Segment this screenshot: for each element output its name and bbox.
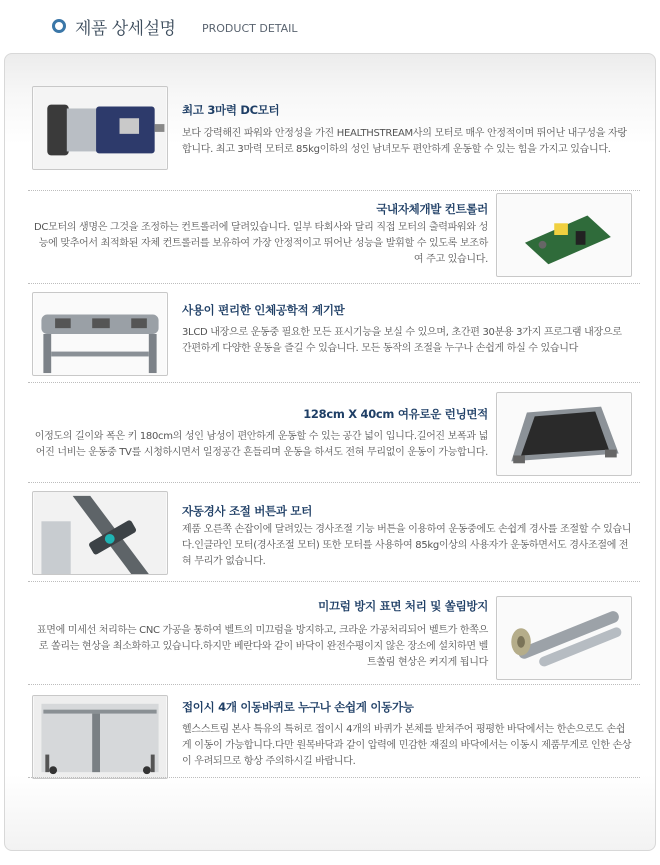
roller-photo xyxy=(496,596,632,680)
section-title: 128cm X 40cm 여유로운 런닝면적 xyxy=(303,407,488,421)
console-panel-photo xyxy=(32,292,168,376)
page-header xyxy=(0,0,660,56)
section-body: 이정도의 길이와 폭은 키 180cm의 성인 남성이 편안하게 운동할 수 있는 공간 넓이 입니다.길어진 보폭과 넓어진 너비는 운동중 TV를 시청하시면서 일정공간 흔들리며 운동을 하셔도 전혀 무리없이 운동이 가능합니다. xyxy=(34,431,488,458)
section-divider xyxy=(28,684,640,685)
dc-motor-photo xyxy=(32,86,168,170)
section-body: DC모터의 생명은 그것을 조정하는 컨트롤러에 달려있습니다. 일부 타회사와 달리 직접 모터의 출력파워와 성능에 맞추어서 최적화된 자체 컨트롤러를 보유하여 가장 안정적이고 뛰어난 성능을 발휘할 수 있도록 보조하여 주고 있습니다. xyxy=(34,222,488,265)
section-body: 보다 강력해진 파워와 안정성을 가진 HEALTHSTREAM사의 모터로 매우 안정적이며 뛰어난 내구성을 자랑합니다. 최고 3마력 모터로 85kg이하의 성인 남녀모두 편안하게 운동할 수 있는 힘을 가지고 있습니다. xyxy=(182,128,627,155)
section-title: 사용이 편리한 인체공학적 계기판 xyxy=(182,303,345,317)
section-title: 자동경사 조절 버튼과 모터 xyxy=(182,504,313,518)
section-title: 미끄럼 방지 표면 처리 및 쏠림방지 xyxy=(318,599,488,613)
folding-wheels-photo xyxy=(32,695,168,779)
section-divider xyxy=(28,581,640,582)
section-body: 표면에 미세선 처리하는 CNC 가공을 통하여 벨트의 미끄럼을 방지하고, 크라운 가공처리되어 벨트가 한쪽으로 쏠리는 현상을 최소화하고 있습니다.하지만 베란다와 같이 바닥이 완전수평이지 않은 장소에 설치하면 벨트쏠림 현상은 커지게 됩니다 xyxy=(36,625,488,668)
section-divider xyxy=(28,777,640,778)
section-divider xyxy=(28,482,640,483)
circle-bullet-icon xyxy=(52,19,66,33)
section-divider xyxy=(28,190,640,191)
section-title: 국내자체개발 컨트롤러 xyxy=(376,202,488,216)
page-subtitle: PRODUCT DETAIL xyxy=(202,22,298,35)
running-deck-photo xyxy=(496,392,632,476)
controller-board-photo xyxy=(496,193,632,277)
section-divider xyxy=(28,382,640,383)
section-divider xyxy=(28,283,640,284)
section-body: 3LCD 내장으로 운동중 필요한 모든 표시기능을 보실 수 있으며, 초간편 30분용 3가지 프로그램 내장으로 간편하게 다양한 운동을 즐길 수 있습니다. 모든 동작의 조절을 누구나 손쉽게 하실 수 있습니다 xyxy=(182,327,622,354)
incline-motor-photo xyxy=(32,491,168,575)
section-title: 최고 3마력 DC모터 xyxy=(182,103,280,117)
section-body: 헬스스트림 본사 특유의 특허로 접이시 4개의 바퀴가 본체를 받쳐주어 평평한 바닥에서는 한손으로도 손쉽게 이동이 가능합니다.다만 원목바닥과 같이 압력에 민감한 재질의 바닥에서는 이동시 제품무게로 인한 손상이 우려되므로 항상 주의하시길 바랍니다. xyxy=(182,724,632,767)
section-body: 제품 오른쪽 손잡이에 달려있는 경사조절 기능 버튼을 이용하여 운동중에도 손쉽게 경사를 조절할 수 있습니다.인클라인 모터(경사조절 모터) 또한 모터를 사용하여 85kg이상의 사용자가 운동하면서도 경사조절에 전혀 무리가 없습니다. xyxy=(182,524,632,567)
section-title: 접이시 4개 이동바퀴로 누구나 손쉽게 이동가능 xyxy=(182,700,414,714)
page-title: 제품 상세설명 xyxy=(75,19,176,39)
